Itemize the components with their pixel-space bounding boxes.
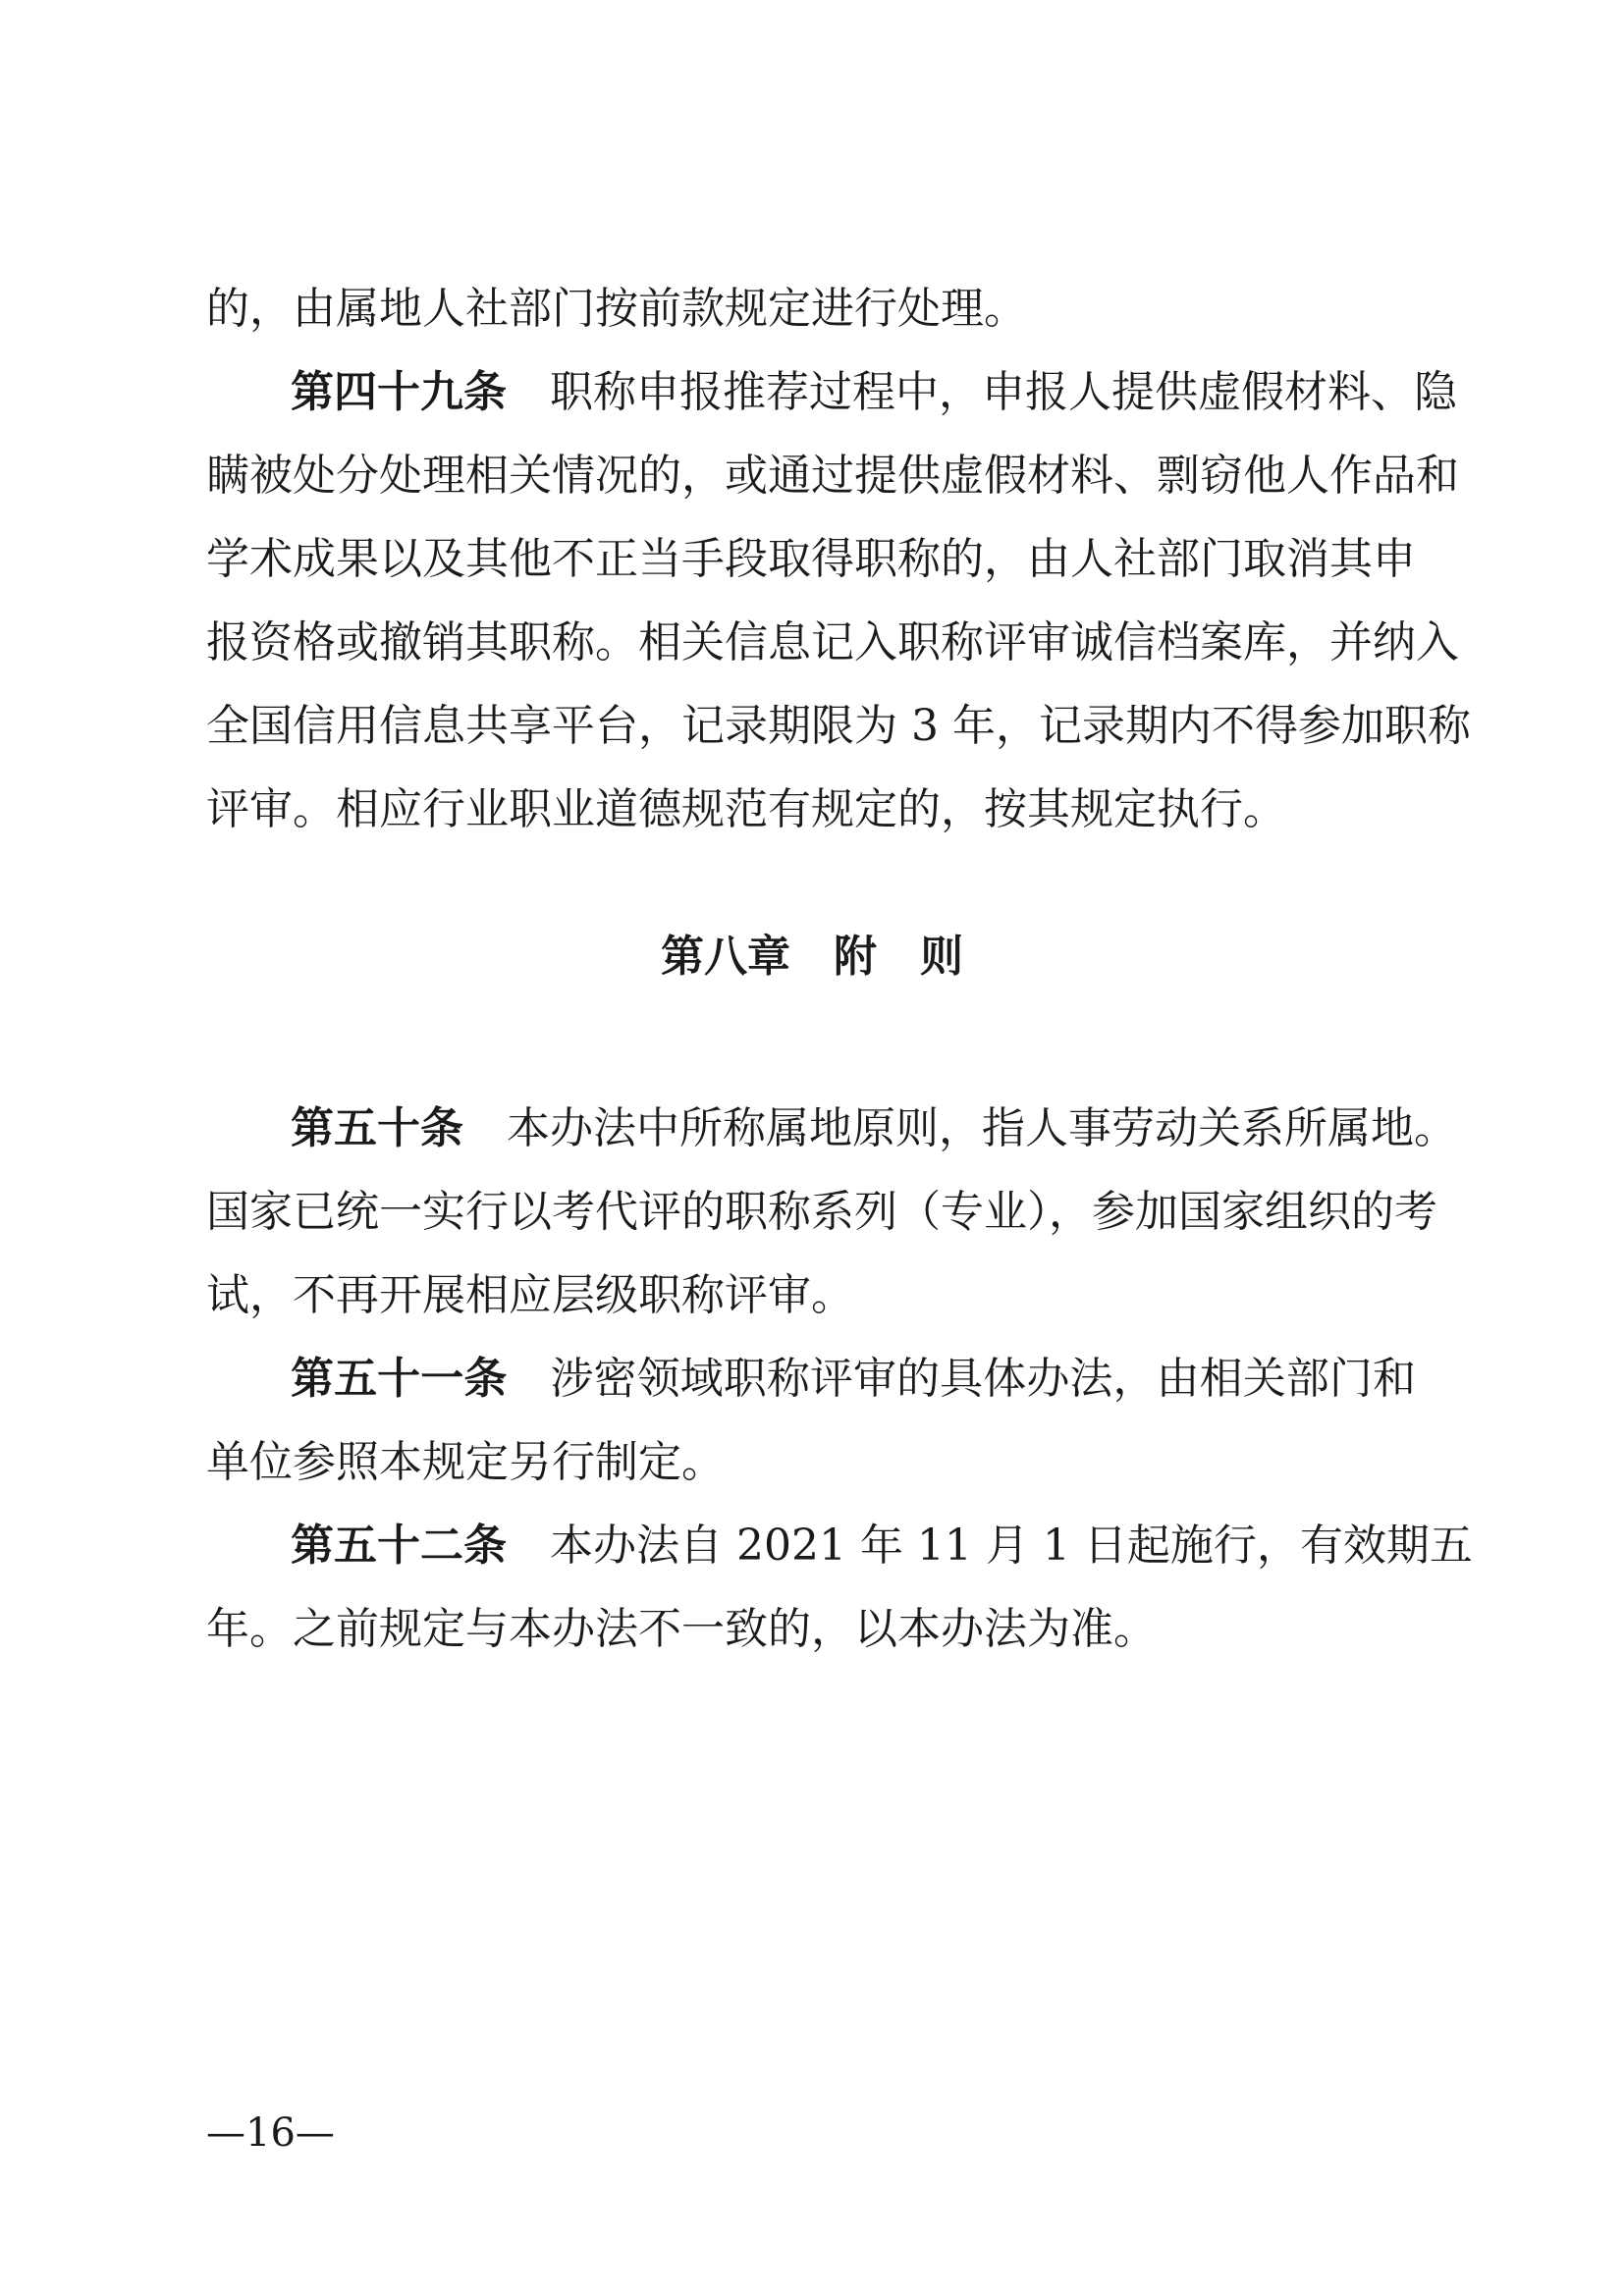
paragraph-line [291, 1350, 1416, 1409]
chapter-heading: 第八章 附 则 [661, 932, 963, 982]
paragraph-line: 单位参照本规定另行制定。 [206, 1437, 725, 1487]
paragraph-line [291, 1099, 1457, 1158]
paragraph-line: 学术成果以及其他不正当手段取得职称的，由人社部门取消其申 [206, 534, 1416, 584]
article-number: 第五十一条 [291, 1354, 508, 1404]
paragraph-text: 职称申报推荐过程中，申报人提供虚假材料、隐 [550, 367, 1457, 417]
paragraph-text: 本办法中所称属地原则，指人事劳动关系所属地。 [507, 1103, 1457, 1153]
paragraph-text: 本办法自 2021 年 11 月 1 日起施行，有效期五 [550, 1521, 1473, 1571]
paragraph-line: 试，不再开展相应层级职称评审。 [206, 1270, 854, 1320]
paragraph-line [291, 363, 1457, 422]
paragraph-line: 的，由属地人社部门按前款规定进行处理。 [206, 284, 1027, 334]
paragraph-text: 涉密领域职称评审的具体办法，由相关部门和 [550, 1354, 1417, 1404]
paragraph-line: 国家已统一实行以考代评的职称系列（专业），参加国家组织的考 [206, 1187, 1437, 1237]
paragraph-line: 瞒被处分处理相关情况的，或通过提供虚假材料、剽窃他人作品和 [206, 451, 1459, 501]
paragraph-line [291, 1517, 1473, 1575]
paragraph-line: 评审。相应行业职业道德规范有规定的，按其规定执行。 [206, 784, 1286, 834]
article-number: 第五十条 [291, 1103, 463, 1153]
paragraph-line: 全国信用信息共享平台，记录期限为 3 年，记录期内不得参加职称 [206, 701, 1471, 751]
paragraph-line: 年。之前规定与本办法不一致的，以本办法为准。 [206, 1604, 1157, 1654]
article-number: 第五十二条 [291, 1521, 507, 1571]
paragraph-line: 报资格或撤销其职称。相关信息记入职称评审诚信档案库，并纳入 [206, 617, 1459, 667]
article-number: 第四十九条 [291, 367, 507, 417]
page-number: —16— [206, 2110, 335, 2156]
